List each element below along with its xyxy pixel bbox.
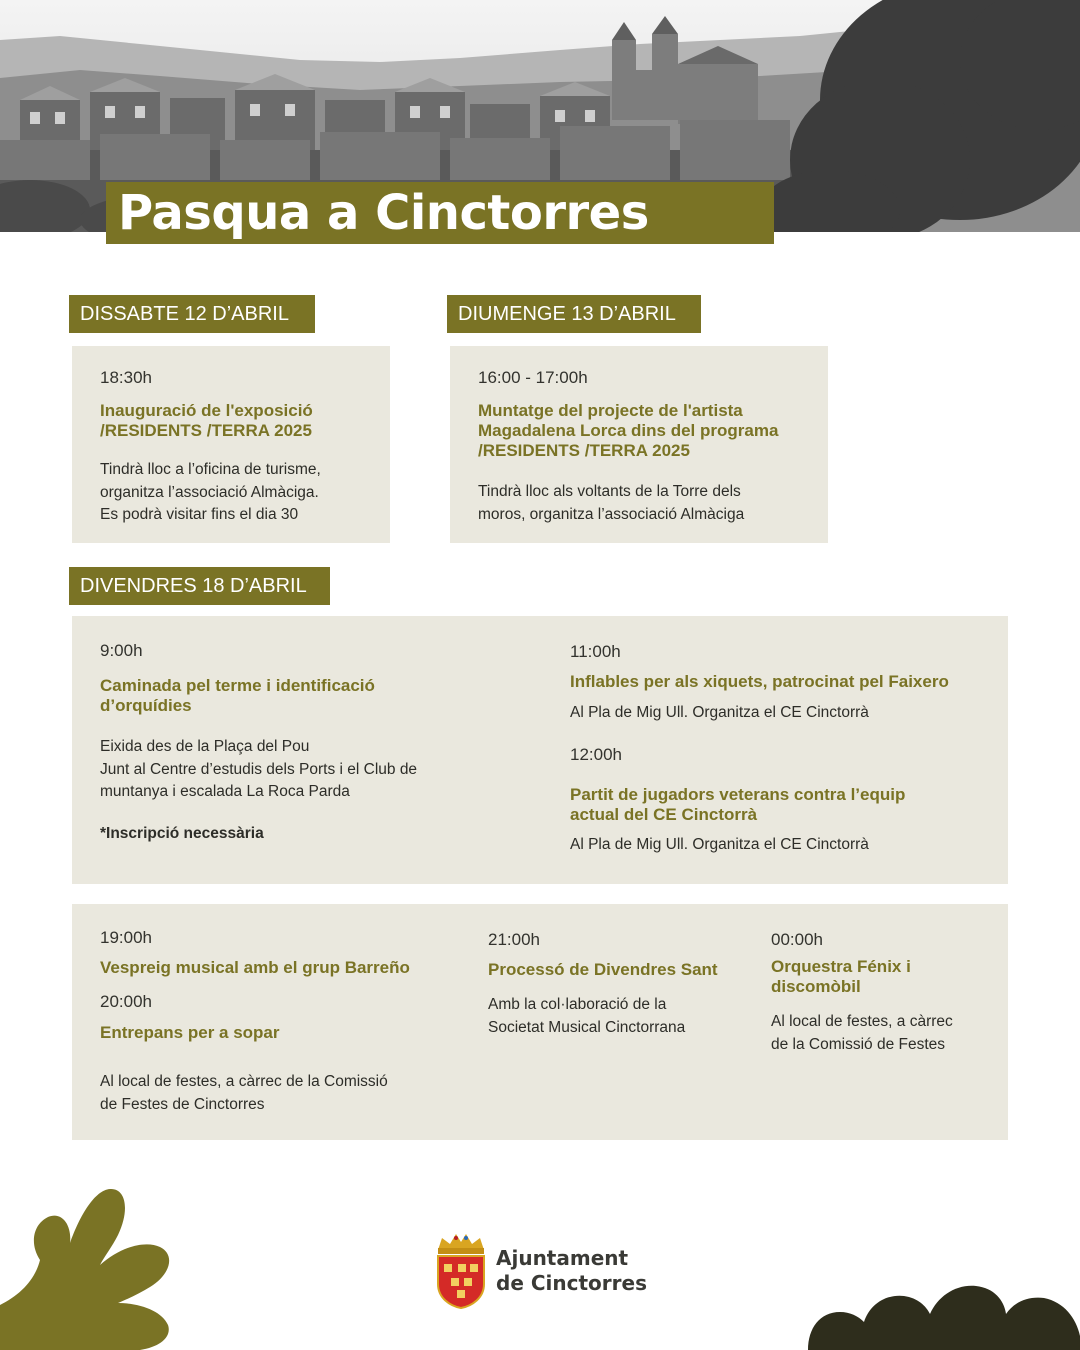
event-time: 18:30h (100, 368, 152, 387)
event-title: Entrepans per a sopar (100, 1023, 280, 1042)
event-title-line: Orquestra Fénix i (771, 957, 911, 976)
event-processo (488, 929, 758, 1039)
event-title-line: Caminada pel terme i identificació (100, 676, 375, 695)
event-sopar (100, 991, 470, 1116)
event-title: Processó de Divendres Sant (488, 960, 718, 979)
event-exposicio (100, 367, 380, 527)
event-title-line: Muntatge del projecte de l'artista (478, 401, 743, 420)
event-time: 00:00h (771, 930, 823, 949)
event-desc-line: organitza l’associació Almàciga. (100, 483, 319, 501)
event-vespreig (100, 927, 470, 978)
event-title-line: /RESIDENTS /TERRA 2025 (478, 441, 690, 460)
day-label-friday: DIVENDRES 18 D’ABRIL (69, 567, 330, 605)
event-desc-line: Amb la col·laboració de la (488, 996, 667, 1013)
registration-note: *Inscripció necessària (100, 824, 264, 842)
event-desc-line: Junt al Centre d’estudis dels Ports i el Club de (100, 760, 418, 778)
event-caminada (100, 640, 520, 845)
coat-of-arms-icon (432, 1232, 490, 1310)
event-inflables (570, 641, 1000, 725)
event-title: Vespreig musical amb el grup Barreño (100, 958, 410, 977)
event-desc-line: Al local de festes, a càrrec (771, 1013, 953, 1030)
event-time: 19:00h (100, 928, 152, 947)
ajuntament-logo (432, 1232, 662, 1312)
page-title: Pasqua a Cinctorres (118, 185, 649, 241)
event-card-friday-evening (72, 904, 1008, 1140)
event-desc-line: Es podrà visitar fins el dia 30 (100, 506, 299, 523)
day-label-sunday: DIUMENGE 13 D’ABRIL (447, 295, 701, 333)
event-title-line: /RESIDENTS /TERRA 2025 (100, 421, 312, 440)
event-title-line: actual del CE Cinctorrà (570, 805, 758, 824)
event-desc-line: muntanya i escalada La Roca Parda (100, 783, 350, 800)
event-card-saturday (72, 346, 390, 543)
event-desc-line: Societat Musical Cinctorrana (488, 1018, 686, 1036)
event-desc-line: moros, organitza l’associació Almàciga (478, 505, 745, 523)
event-muntatge (478, 367, 823, 526)
event-desc-line: de Festes de Cinctorres (100, 1095, 265, 1113)
event-orquestra (771, 929, 996, 1056)
event-title-line: d’orquídies (100, 696, 192, 715)
event-time: 9:00h (100, 641, 143, 660)
event-card-sunday (450, 346, 828, 543)
event-desc-line: de la Comissió de Festes (771, 1035, 946, 1053)
event-desc-line: Tindrà lloc als voltants de la Torre dels (478, 483, 741, 500)
event-time: 11:00h (570, 642, 621, 661)
event-time: 12:00h (570, 745, 622, 764)
event-title-line: Magadalena Lorca dins del programa (478, 421, 779, 440)
event-desc: Al Pla de Mig Ull. Organitza el CE Cinctorrà (570, 836, 869, 853)
leaf-decoration-icon (0, 1185, 220, 1350)
logo-line: de Cinctorres (496, 1271, 647, 1295)
day-label-saturday: DISSABTE 12 D’ABRIL (69, 295, 315, 333)
event-time: 20:00h (100, 992, 152, 1011)
event-time: 21:00h (488, 930, 540, 949)
event-desc-line: Al local de festes, a càrrec de la Comissió (100, 1073, 388, 1090)
event-title-line: discomòbil (771, 977, 861, 996)
event-title-line: Inauguració de l'exposició (100, 401, 313, 420)
event-time: 16:00 - 17:00h (478, 368, 588, 387)
event-title: Inflables per als xiquets, patrocinat pel Faixero (570, 672, 949, 691)
event-desc: Al Pla de Mig Ull. Organitza el CE Cinctorrà (570, 704, 869, 721)
event-desc-line: Eixida des de la Plaça del Pou (100, 738, 310, 755)
event-card-friday-morning (72, 616, 1008, 884)
title-banner (106, 182, 774, 244)
event-title-line: Partit de jugadors veterans contra l’equip (570, 785, 906, 804)
bush-decoration-icon (808, 1280, 1080, 1350)
event-desc-line: Tindrà lloc a l’oficina de turisme, (100, 461, 321, 478)
event-partit (570, 744, 1000, 857)
logo-text (496, 1246, 647, 1296)
logo-line: Ajuntament (496, 1246, 629, 1270)
